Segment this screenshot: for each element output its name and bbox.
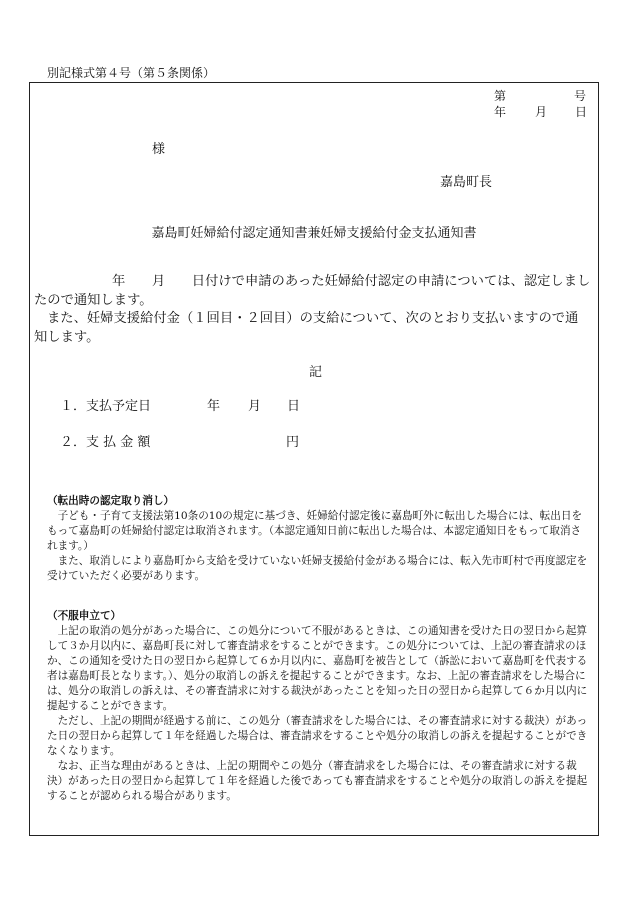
paragraph-1-line-1: 年 月 日付けで申請のあった妊婦給付認定の申請については、認定しまし xyxy=(112,274,591,289)
payment-amount-unit: 円 xyxy=(286,435,300,450)
note-appeal-heading: （不服申立て） xyxy=(47,610,122,622)
note-transfer-paragraph-1: 子ども・子育て支援法第10条の10の規定に基づき、妊婦給付認定後に嘉島町外に転出した場合には、転出日をもって嘉島町の妊婦給付認定は取消されます。（本認定通知日前に転出した場合は、本認定通知日をもって取消されます。） xyxy=(47,510,583,552)
paragraph-2-line-1: また、妊婦支援給付金（１回目・２回目）の支給について、次のとおり支払いますので通 xyxy=(47,311,579,326)
note-appeal-paragraph-1: 上記の取消の処分があった場合に、この処分について不服があるときは、この通知書を受けた日の翌日から起算して３か月以内に、嘉島町長に対して審査請求をすることができます。この処分については、上記の審査請求のほか、この通知を受けた日の翌日から起算して６か月以内に、嘉島町を被告として（訴訟において嘉島町を代表する者は嘉島町長となります。）、処分の取消しの訴えを提起することができます。なお、上記の審査請求をした場合には、処分の取消しの訴えは、その審査請求に対する裁決があったことを知った日の翌日から起算して６か月以内に提起することができます。 xyxy=(47,625,588,712)
sender-name: 嘉島町長 xyxy=(440,175,493,190)
payment-date-month: 月 xyxy=(248,399,262,414)
note-transfer xyxy=(47,494,588,584)
form-label: 別記様式第４号（第５条関係） xyxy=(47,66,216,80)
paragraph-1-line-2: たので通知します。 xyxy=(34,293,153,308)
document-frame xyxy=(29,82,599,836)
number-prefix: 第 xyxy=(494,89,507,103)
date-year: 年 xyxy=(494,105,507,119)
payment-amount-label: ２．支 払 金 額 xyxy=(60,435,151,450)
ki-marker: 記 xyxy=(309,365,323,380)
paragraph-1 xyxy=(30,272,598,310)
payment-date-label: １．支払予定日 xyxy=(60,399,152,414)
recipient-honorific: 様 xyxy=(152,142,166,157)
note-appeal-paragraph-2: ただし、上記の期間が経過する前に、この処分（審査請求をした場合には、その審査請求に対する裁決）があった日の翌日から起算して１年を経過した場合は、審査請求をすることや処分の取消しの訴えを提起することができなくなります。 xyxy=(47,715,588,757)
payment-date-year: 年 xyxy=(207,399,221,414)
date-day: 日 xyxy=(575,105,588,119)
paragraph-2 xyxy=(30,309,598,347)
date-month: 月 xyxy=(535,105,548,119)
note-appeal xyxy=(47,609,588,804)
payment-date-day: 日 xyxy=(287,399,301,414)
note-transfer-heading: （転出時の認定取り消し） xyxy=(47,495,175,507)
paragraph-2-line-2: 知します。 xyxy=(34,330,100,345)
note-appeal-paragraph-3: なお、正当な理由があるときは、上記の期間やこの処分（審査請求をした場合には、その審査請求に対する裁決）があった日の翌日から起算して１年を経過した後であっても審査請求をすることや処分の取消しの訴えを提起することが認められる場合があります。 xyxy=(47,760,588,802)
note-transfer-paragraph-2: また、取消しにより嘉島町から支給を受けていない妊婦支援給付金がある場合には、転入先市町村で再度認定を受けていただく必要があります。 xyxy=(47,555,588,582)
number-suffix: 号 xyxy=(574,89,587,103)
document-title: 嘉島町妊婦給付認定通知書兼妊婦支援給付金支払通知書 xyxy=(151,226,477,241)
